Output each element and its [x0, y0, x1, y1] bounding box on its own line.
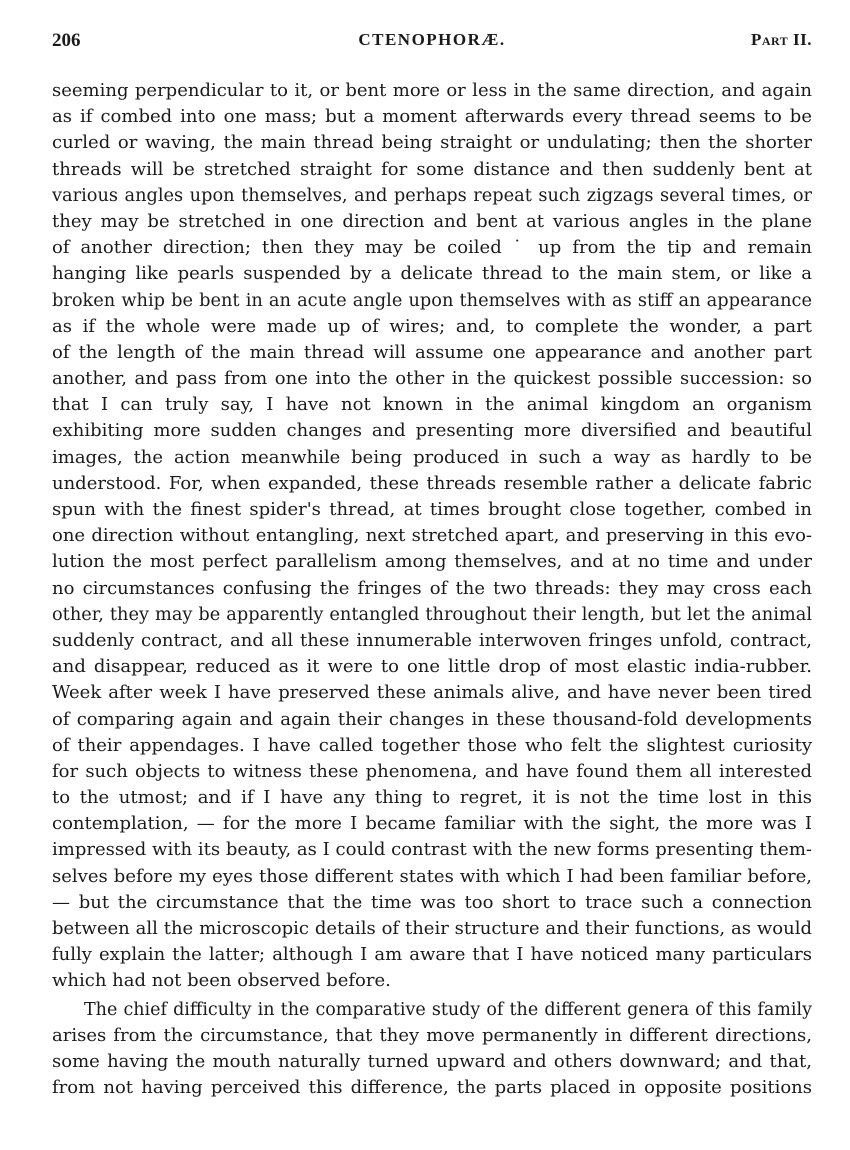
text-line: no circumstances confusing the fringes of the two threads: they may cross each	[52, 577, 812, 599]
book-page	[52, 30, 812, 1130]
text-line: of the length of the main thread will assume one appearance and another part	[52, 341, 812, 363]
text-line: to the utmost; and if I have any thing to regret, it is not the time lost in this	[52, 787, 812, 809]
text-line: hanging like pearls suspended by a delicate thread to the main stem, or like a	[52, 263, 812, 285]
text-line: — but the circumstance that the time was too short to trace such a connection	[52, 891, 812, 913]
text-line: that I can truly say, I have not known in the animal kingdom an organism	[52, 394, 812, 416]
running-title: CTENOPHORÆ.	[358, 30, 506, 49]
text-line: fully explain the latter; although I am aware that I have noticed many particulars	[52, 944, 812, 966]
text-line: images, the action meanwhile being produced in such a way as hardly to be	[52, 446, 812, 468]
text-line: for such objects to witness these phenomena, and have found them all interested	[52, 760, 812, 782]
text-line: Week after week I have preserved these animals alive, and have never been tired	[52, 682, 812, 704]
text-line: of their appendages. I have called together those who felt the slightest curiosity	[52, 734, 812, 756]
text-line: as if the whole were made up of wires; and, to complete the wonder, a part	[52, 315, 812, 337]
part-label: Part II.	[750, 30, 812, 49]
text-line: other, they may be apparently entangled throughout their length, but let the animal	[52, 604, 812, 625]
text-line: they may be stretched in one direction and bent at various angles in the plane	[52, 210, 812, 232]
text-line: between all the microscopic details of their structure and their functions, as would	[52, 918, 812, 939]
text-line: The chief difficulty in the comparative study of the different genera of this family	[84, 999, 812, 1020]
text-line: one direction without entangling, next stretched apart, and preserving in this evo-	[52, 525, 812, 547]
text-line: arises from the circumstance, that they move permanently in different directions,	[52, 1024, 812, 1046]
text-line: seeming perpendicular to it, or bent more or less in the same direction, and again	[52, 80, 812, 101]
text-line: another, and pass from one into the other in the quickest possible succession: so	[52, 368, 812, 390]
text-line: which had not been observed before.	[52, 970, 391, 992]
text-line: impressed with its beauty, as I could contrast with the new forms presenting them-	[52, 839, 812, 861]
text-line: suddenly contract, and all these innumerable interwoven fringes unfold, contract,	[52, 629, 812, 651]
text-line: spun with the finest spider's thread, at times brought close together, combed in	[52, 499, 812, 520]
text-line: some having the mouth naturally turned upward and others downward; and that,	[52, 1050, 812, 1072]
text-line: of comparing again and again their changes in these thousand-fold developments	[52, 708, 812, 730]
text-line: contemplation, — for the more I became familiar with the sight, the more was I	[52, 813, 812, 835]
running-head	[52, 30, 812, 64]
text-line: understood. For, when expanded, these threads resemble rather a delicate fabric	[52, 472, 812, 494]
paragraph	[52, 78, 812, 995]
text-line: curled or waving, the main thread being straight or undulating; then the shorter	[52, 132, 812, 154]
page-number: 206	[52, 30, 81, 51]
text-line: broken whip be bent in an acute angle upon themselves with as stiff an appearance	[52, 290, 812, 311]
text-line: lution the most perfect parallelism among themselves, and at no time and under	[52, 551, 812, 573]
text-line: of another direction; then they may be coiled ˙ up from the tip and remain	[52, 237, 812, 259]
text-line: from not having perceived this difference, the parts placed in opposite positions	[52, 1077, 812, 1099]
paragraph	[52, 995, 812, 1102]
text-line: threads will be stretched straight for some distance and then suddenly bent at	[52, 158, 812, 180]
text-line: as if combed into one mass; but a moment afterwards every thread seems to be	[52, 106, 812, 128]
text-line: selves before my eyes those different states with which I had been familiar before,	[52, 865, 812, 887]
text-line: and disappear, reduced as it were to one little drop of most elastic india-rubber.	[52, 656, 812, 678]
text-line: various angles upon themselves, and perhaps repeat such zigzags several times, or	[52, 185, 812, 206]
body-text	[52, 78, 812, 1101]
text-line: exhibiting more sudden changes and presenting more diversified and beautiful	[52, 420, 812, 442]
